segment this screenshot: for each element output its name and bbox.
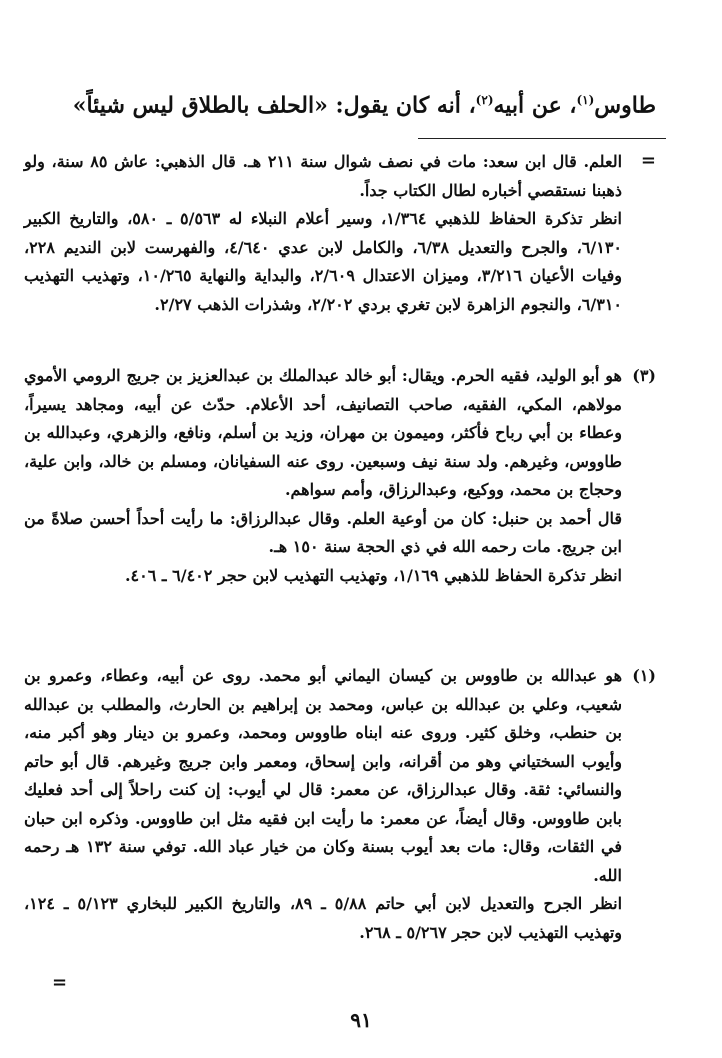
main-text-part-c: ، أنه كان يقول: «الحلف بالطلاق ليس شيئاً»	[72, 92, 476, 119]
main-text-part-a: طاوس	[594, 92, 656, 119]
footnote-separator	[418, 138, 666, 139]
footnote-1	[24, 662, 656, 947]
footnote-paragraph: هو أبو الوليد، فقيه الحرم. ويقال: أبو خالد عبدالملك بن عبدالعزيز بن جريج الرومي الأموي مولاهم، المكي، الفقيه، صاحب التصانيف، أحد الأعلام. حدّث عن أبيه، ومجاهد يسيراً، وعطاء بن أبي رباح فأكثر، وميمون بن مهران، وزيد بن أسلم، ونافع، والزهري، وعبدالله بن طاووس، وغيرهم. ولد سنة نيف وسبعين. روى عنه السفيانان، ومسلم بن خالد، وابن علية، وحجاج بن محمد، ووكيع، وعبدالرزاق، وأمم سواهم.	[24, 366, 622, 499]
footnote-3	[24, 362, 656, 590]
footnote-ref-2: (٢)	[475, 93, 494, 107]
footnote-paragraph: انظر تذكرة الحفاظ للذهبي ١/٣٦٤، وسير أعلام النبلاء له ٥/٥٦٣ ـ ٥٨٠، والتاريخ الكبير ٦/١٣٠، والجرح والتعديل ٦/٣٨، والكامل لابن عدي ٤/٦٤٠، والفهرست لابن النديم ٢٢٨، وفيات الأعيان ٣/٢١٦، وميزان الاعتدال ٢/٦٠٩، والبداية والنهاية ١٠/٢٦٥، وتهذيب التهذيب ٦/٣١٠، والنجوم الزاهرة لابن تغري بردي ٢/٢٠٢، وشذرات الذهب ٢/٢٧.	[24, 209, 623, 314]
main-text-part-b: ، عن أبيه	[493, 92, 577, 119]
footnote-paragraph: هو عبدالله بن طاووس بن كيسان اليماني أبو محمد. روى عن أبيه، وعطاء، وعمرو بن شعيب، وعلي بن عبدالله بن عباس، ومحمد بن إبراهيم بن الحارث، والمطلب بن عبدالله بن حنطب، وخلق كثير. وروى عنه ابناه طاووس ومحمد، وعمرو بن دينار وهو أكبر منه، وأيوب السختياني وهو من أقرانه، وابن إسحاق، ومعمر وابن جريج وغيرهم. قال أبو حاتم والنسائي: ثقة. وقال عبدالرزاق، عن معمر: قال لي أيوب: إن كنت راحلاً إلى أحد فعليك بابن طاووس. وقال أيضاً، عن معمر: ما رأيت ابن فقيه مثل ابن طاووس. وذكره ابن حبان في الثقات، وقال: مات بعد أيوب بسنة وكان من خيار عباد الله. توفي سنة ١٣٢ هـ رحمه الله.	[24, 666, 623, 885]
continuation-mark-top: =	[640, 150, 656, 171]
footnote-paragraph: قال أحمد بن حنبل: كان من أوعية العلم. وقال عبدالرزاق: ما رأيت أحداً أحسن صلاةً من ابن جريج. مات رحمه الله في ذي الحجة سنة ١٥٠ هـ.	[24, 508, 622, 556]
footnote-number: (٣)	[632, 366, 656, 385]
footnote-paragraph: انظر الجرح والتعديل لابن أبي حاتم ٥/٨٨ ـ ٨٩، والتاريخ الكبير للبخاري ٥/١٢٣ ـ ١٢٤، وتهذيب التهذيب لابن حجر ٥/٢٦٧ ـ ٢٦٨.	[24, 894, 623, 942]
footnote-ref-1: (١)	[576, 93, 595, 107]
footnote-paragraph: انظر تذكرة الحفاظ للذهبي ١/١٦٩، وتهذيب التهذيب لابن حجر ٦/٤٠٢ ـ ٤٠٦.	[124, 565, 622, 585]
main-text	[56, 80, 656, 125]
page-number: ٩١	[350, 1008, 372, 1032]
footnote-paragraph: العلم. قال ابن سعد: مات في نصف شوال سنة ٢١١ هـ. قال الذهبي: عاش ٨٥ سنة، ولو ذهبنا نستقصي أخباره لطال الكتاب جداً.	[24, 152, 623, 200]
footnote-continuation	[24, 148, 622, 319]
continuation-mark-bottom: =	[52, 972, 68, 993]
footnote-number: (١)	[632, 666, 656, 685]
